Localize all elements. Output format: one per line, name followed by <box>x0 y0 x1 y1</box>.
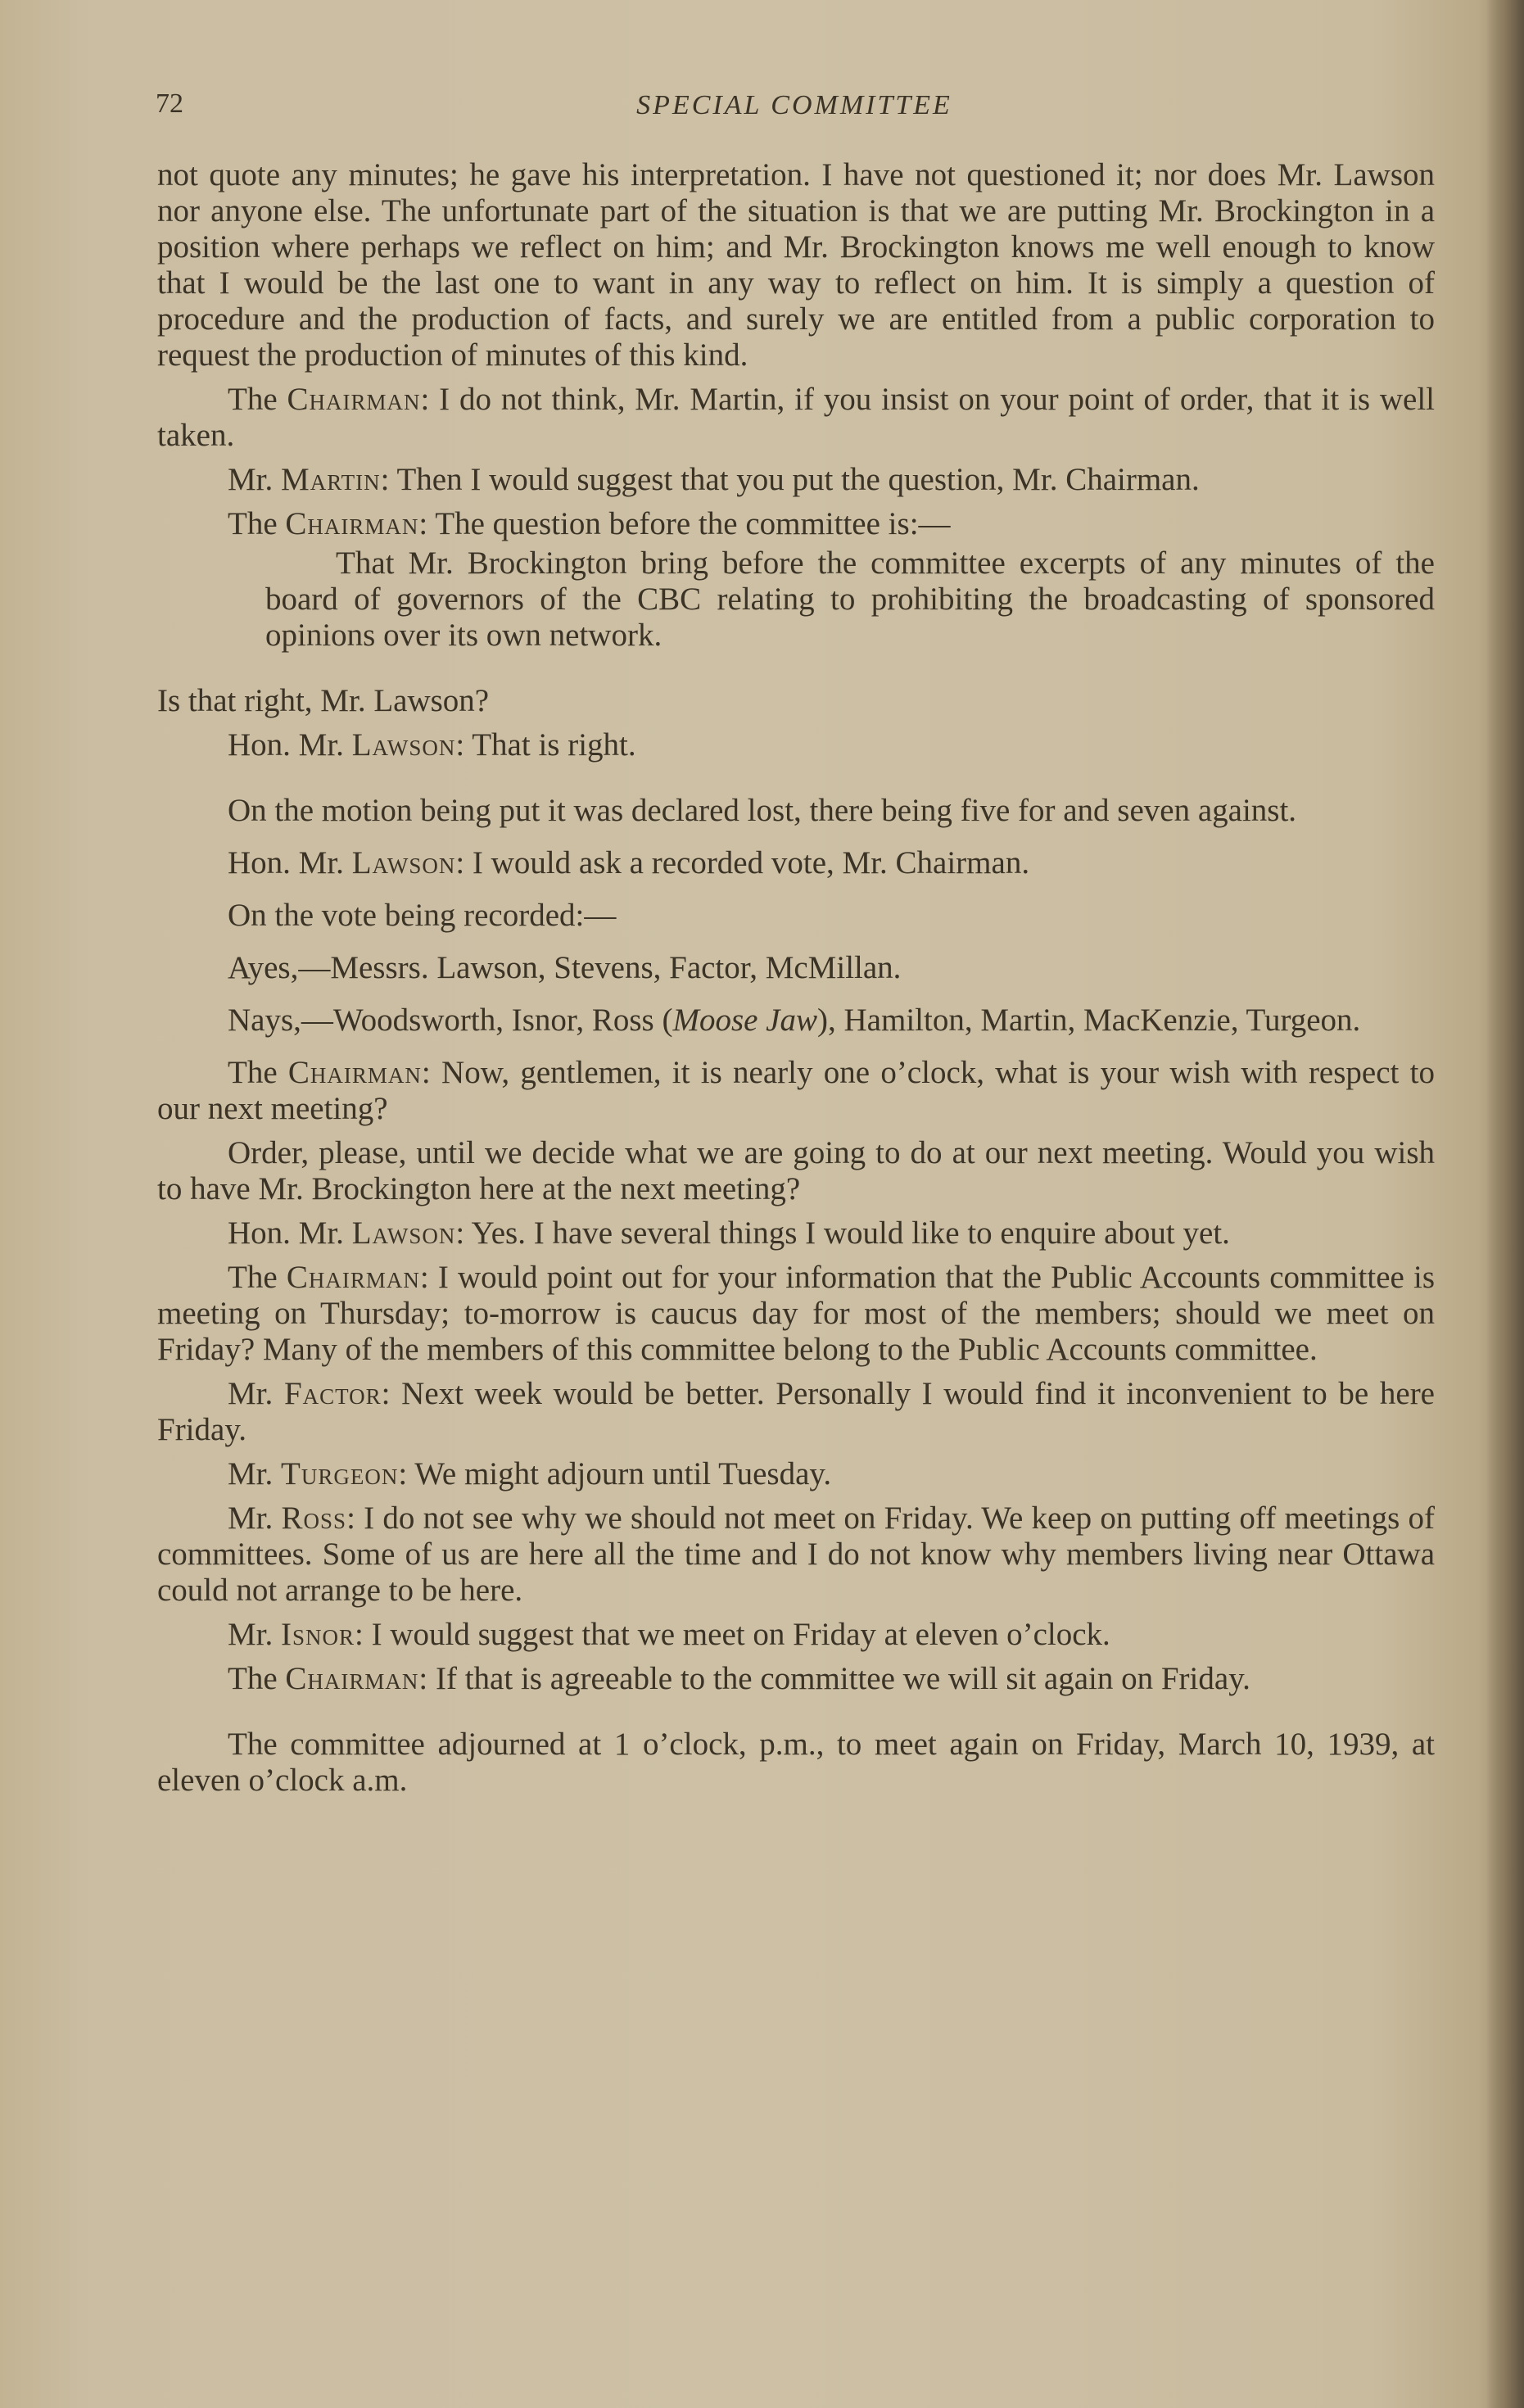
text-run: not quote any minutes; he gave his interpretation. I have not questioned it; nor does Mr. Lawson nor anyone else. The unfortunate part of the situation is that we are putting Mr. Brockington in a position where perhaps we reflect on him; and Mr. Brockington knows me well enough to know that I would be the last one to want in any way to reflect on him. It is simply a question of procedure and the production of facts, and surely we are entitled from a public corporation to request the production of minutes of this kind. <box>157 157 1435 373</box>
paragraph <box>157 157 1435 373</box>
text-run: : The question before the committee is:— <box>418 506 951 541</box>
text-run: Hon. Mr. <box>228 727 352 763</box>
text-run: The <box>228 382 287 417</box>
text-run: Nays,—Woodsworth, Isnor, Ross ( <box>228 1003 673 1038</box>
paragraph <box>157 1500 1435 1609</box>
text-run: : If that is agreeable to the committee we will sit again on Friday. <box>418 1661 1250 1696</box>
text-run: : That is right. <box>455 727 636 763</box>
paragraph <box>157 1376 1435 1448</box>
speaker-name: Lawson <box>351 727 456 763</box>
page-edge-shadow <box>1486 0 1524 2408</box>
block-quote <box>265 545 1435 654</box>
text-run: : Then I would suggest that you put the question, Mr. Chairman. <box>380 462 1200 497</box>
paragraph <box>157 1215 1435 1252</box>
paragraph <box>157 1260 1435 1368</box>
paragraph <box>157 1135 1435 1207</box>
text-run: The <box>228 506 286 541</box>
text-run: Mr. <box>228 1456 282 1491</box>
paragraph <box>157 1661 1435 1697</box>
speaker-name: Factor <box>283 1376 382 1411</box>
speaker-name: Lawson <box>351 1215 456 1251</box>
text-run: Is that right, Mr. Lawson? <box>157 683 490 718</box>
text-run: : I do not see why we should not meet on Friday. We keep on putting off meetings of committees. Some of us are here all the time and I do not know why members living near Ottawa could not arrange to be here. <box>157 1500 1435 1608</box>
speaker-name: Lawson <box>351 845 456 880</box>
text-run: Order, please, until we decide what we are going to do at our next meeting. Would you wish to have Mr. Brockington here at the next meeting? <box>157 1135 1435 1206</box>
paragraph <box>157 1727 1435 1799</box>
text-run: The <box>228 1055 288 1090</box>
speaker-name: Isnor <box>281 1617 355 1652</box>
paragraph <box>157 898 1435 934</box>
text-run: : Yes. I have several things I would like to enquire about yet. <box>455 1215 1230 1251</box>
text-run: On the vote being recorded:— <box>228 898 617 933</box>
speaker-name: Chairman <box>287 382 421 417</box>
text-run: : Next week would be better. Personally I would find it inconvenient to be here Friday. <box>157 1376 1435 1447</box>
paragraph <box>157 382 1435 454</box>
text-run: On the motion being put it was declared lost, there being five for and seven against. <box>228 793 1297 828</box>
paragraph <box>157 462 1435 498</box>
text-run: Mr. <box>228 1617 282 1652</box>
text-run: Hon. Mr. <box>228 845 352 880</box>
paragraph <box>157 793 1435 829</box>
speaker-name: Turgeon <box>281 1456 399 1491</box>
speaker-name: Chairman <box>285 506 419 541</box>
page-number: 72 <box>156 88 183 119</box>
text-run: : Now, gentlemen, it is nearly one o’clock, what is your wish with respect to our next meeting? <box>157 1055 1435 1126</box>
running-head: SPECIAL COMMITTEE <box>636 90 952 120</box>
text-run: Hon. Mr. <box>228 1215 352 1251</box>
paragraph <box>157 1055 1435 1127</box>
italic-text: Moose Jaw <box>672 1003 818 1038</box>
speaker-name: Ross <box>281 1500 347 1536</box>
speaker-name: Chairman <box>286 1260 420 1295</box>
paragraph <box>157 683 1435 719</box>
text-run: : We might adjourn until Tuesday. <box>398 1456 832 1491</box>
speaker-name: Martin <box>281 462 381 497</box>
paragraph <box>157 1003 1435 1039</box>
text-run: Mr. <box>228 1376 284 1411</box>
paragraph <box>157 845 1435 881</box>
text-run: : I would suggest that we meet on Friday at eleven o’clock. <box>355 1617 1110 1652</box>
speaker-name: Chairman <box>287 1055 422 1090</box>
paragraph <box>157 727 1435 763</box>
text-run: Mr. <box>228 462 282 497</box>
text-run: : I would point out for your information that the Public Accounts committee is meeting on Thursday; to-morrow is caucus day for most of the members; should we meet on Friday? Many of the members of this committee belong to the Public Accounts committee. <box>157 1260 1435 1367</box>
paragraph <box>157 1456 1435 1492</box>
text-run: Mr. <box>228 1500 282 1536</box>
text-run: : I would ask a recorded vote, Mr. Chairman. <box>455 845 1030 880</box>
paragraph <box>157 1617 1435 1653</box>
speaker-name: Chairman <box>285 1661 419 1696</box>
text-run: That Mr. Brockington bring before the committee excerpts of any minutes of the board of governors of the CBC relating to prohibiting the broadcasting of sponsored opinions over its own network. <box>265 545 1435 653</box>
text-run: Ayes,—Messrs. Lawson, Stevens, Factor, McMillan. <box>228 950 902 985</box>
paragraph <box>157 950 1435 986</box>
text-run: ), Hamilton, Martin, MacKenzie, Turgeon. <box>817 1003 1361 1038</box>
text-run: The committee adjourned at 1 o’clock, p.m., to meet again on Friday, March 10, 1939, at eleven o’clock a.m. <box>157 1727 1435 1798</box>
text-run: The <box>228 1661 286 1696</box>
body-text <box>157 157 1435 1799</box>
paragraph <box>157 506 1435 542</box>
text-run: : I do not think, Mr. Martin, if you insist on your point of order, that it is well taken. <box>157 382 1435 453</box>
text-run: The <box>228 1260 287 1295</box>
page-header <box>156 88 1433 129</box>
